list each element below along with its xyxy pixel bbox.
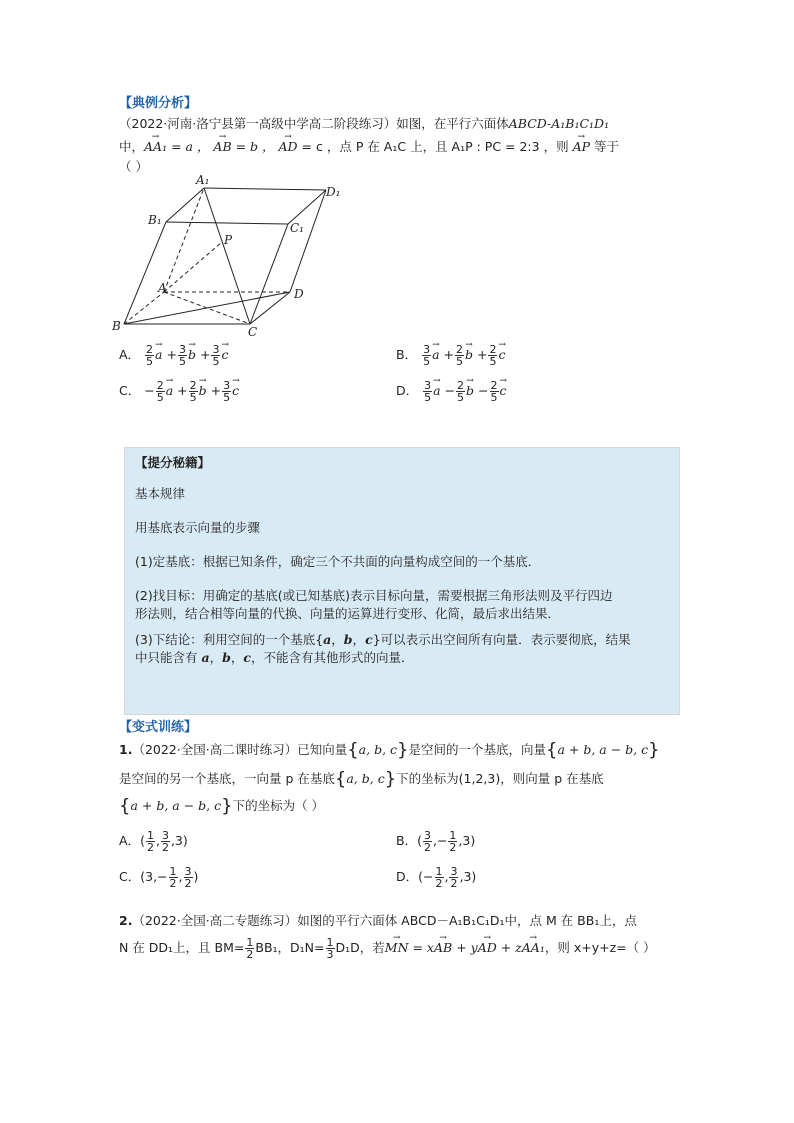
vec-a: → a xyxy=(433,382,440,400)
vec-a: → a xyxy=(155,346,162,364)
example-answer-paren: （ ） xyxy=(119,159,148,174)
text: ,3) xyxy=(170,833,188,848)
label-a1: A₁ xyxy=(196,173,210,187)
fraction: $\frac{2}{5}$ xyxy=(156,379,164,404)
tips-step-1: (1)定基底：根据已知条件，确定三个不共面的向量构成空间的一个基底． xyxy=(135,554,541,569)
text: ,3) xyxy=(459,869,477,884)
question-number: 2. xyxy=(119,913,133,928)
text: ，不能含有其他形式的向量． xyxy=(251,650,414,665)
basis-abc: a, b, c xyxy=(358,742,398,757)
tips-box xyxy=(124,447,680,715)
option-letter: D． xyxy=(396,869,419,884)
fraction: $\frac{3}{5}$ xyxy=(424,379,432,404)
practice-heading: 【变式训练】 xyxy=(119,720,198,735)
edge-bb1 xyxy=(124,222,166,324)
vec-b: → b xyxy=(466,382,474,400)
example-option-d[interactable] xyxy=(396,380,507,403)
example-condition-line xyxy=(119,138,619,156)
fraction: $\frac{1}{2}$ xyxy=(169,865,177,890)
eq-a: = a ， xyxy=(167,139,214,154)
q1-option-a[interactable] xyxy=(119,830,188,853)
text: ，则 x+y+z=（ ） xyxy=(544,940,656,955)
label-c1: C₁ xyxy=(290,221,304,235)
label-b1: B₁ xyxy=(148,213,162,227)
eq-b: = b ， xyxy=(231,139,279,154)
fraction: $\frac{1}{3}$ xyxy=(326,936,334,961)
vec-ad: → AD xyxy=(478,939,497,957)
fraction: $\frac{3}{2}$ xyxy=(184,865,192,890)
edge-b1a1 xyxy=(166,188,204,222)
text: ,3) xyxy=(458,833,476,848)
tips-step-2b: 形法则，结合相等向量的代换、向量的运算进行变形、化简，最后求出结果． xyxy=(135,606,561,621)
question-number: 1. xyxy=(119,742,133,757)
sep: ， xyxy=(352,632,366,647)
example-option-c[interactable] xyxy=(119,380,239,403)
parallelepiped-figure xyxy=(110,172,341,342)
vec-mn: → MN xyxy=(385,939,409,957)
edge-b1c1 xyxy=(166,222,288,224)
fraction: $\frac{1}{2}$ xyxy=(246,936,254,961)
fraction: $\frac{3}{5}$ xyxy=(223,379,231,404)
vec-ap: → AP xyxy=(573,138,590,156)
text: （2022·全国·高二专题练习）如图的平行六面体 ABCD－A₁B₁C₁D₁中，点 M 在 BB₁上，点 xyxy=(132,913,637,928)
vec-ab: → AB xyxy=(213,138,231,156)
tips-step-3a xyxy=(135,631,631,649)
sep: ， xyxy=(209,650,223,665)
q1-line-3: {a + b, a − b, c}下的坐标为（ ） xyxy=(119,795,325,817)
q1-option-b[interactable] xyxy=(396,830,475,853)
hidden-diagonal-ac xyxy=(164,292,250,324)
example-source: （2022·河南·洛宁县第一高级中学高二阶段练习）如图，在平行六面体 xyxy=(119,116,509,131)
sign: + xyxy=(210,383,222,398)
basis-abc: a, b, c xyxy=(346,771,385,786)
sign: − xyxy=(144,383,155,398)
text: ( xyxy=(140,833,145,848)
sep: ， xyxy=(331,632,344,647)
fraction: $\frac{3}{5}$ xyxy=(423,343,431,368)
fraction: $\frac{2}{5}$ xyxy=(489,343,497,368)
var-b: b xyxy=(222,650,231,665)
fraction: $\frac{1}{2}$ xyxy=(435,865,443,890)
option-letter: C． xyxy=(119,383,141,398)
q1-option-d[interactable] xyxy=(396,866,476,889)
sign: − xyxy=(444,383,456,398)
vec-c: → c xyxy=(498,346,505,364)
sign: + xyxy=(443,347,454,362)
tips-basic: 基本规律 xyxy=(135,486,186,501)
example-source-line xyxy=(119,115,609,133)
text: 是空间的另一个基底，一向量 p 在基底 xyxy=(119,771,335,786)
text: 是空间的一个基底，向量 xyxy=(408,742,546,757)
cond-start: 中， xyxy=(119,139,145,154)
vec-a: → a xyxy=(432,346,439,364)
text: , xyxy=(178,869,183,884)
text: (− xyxy=(418,869,434,884)
label-p: P xyxy=(224,233,233,247)
hidden-edge-ba xyxy=(124,292,164,324)
fraction: $\frac{1}{2}$ xyxy=(146,829,154,854)
fraction: $\frac{3}{2}$ xyxy=(450,865,458,890)
text: = x xyxy=(408,940,434,955)
vec-c: → c xyxy=(221,346,228,364)
vec-a: → a xyxy=(166,382,173,400)
text: + y xyxy=(452,940,478,955)
text: ) xyxy=(193,869,199,884)
diagonal-a1c xyxy=(204,188,250,324)
q1-line-1: 1.（2022·全国·高二课时练习）已知向量{a, b, c}是空间的一个基底，向量{a + b, a − b, c} xyxy=(119,739,660,761)
option-letter: A． xyxy=(119,347,141,362)
q1-option-c[interactable] xyxy=(119,866,198,889)
sign: + xyxy=(166,347,177,362)
sign: − xyxy=(478,383,489,398)
vec-c: → c xyxy=(232,382,239,400)
text: D₁D，若 xyxy=(335,940,385,955)
vec-b: → b xyxy=(199,382,207,400)
sign: + xyxy=(199,347,211,362)
sep: ， xyxy=(230,650,244,665)
example-heading: 【典例分析】 xyxy=(119,96,198,111)
fraction: $\frac{3}{2}$ xyxy=(423,829,431,854)
tips-steps-title: 用基底表示向量的步骤 xyxy=(135,520,261,535)
var-c: c xyxy=(243,650,251,665)
fraction: $\frac{2}{5}$ xyxy=(189,379,197,404)
text: N 在 DD₁上，且 BM= xyxy=(119,940,245,955)
q1-line-2: 是空间的另一个基底，一向量 p 在基底{a, b, c}下的坐标为(1,2,3)，则向量 p 在基底 xyxy=(119,768,604,790)
tips-title: 【提分秘籍】 xyxy=(135,455,211,470)
sign: + xyxy=(177,383,188,398)
label-c: C xyxy=(248,325,258,339)
solid-name: ABCD-A₁B₁C₁D₁ xyxy=(508,116,610,131)
eq-c: = c ，点 P 在 A₁C 上，且 A₁P : PC = 2:3 ，则 xyxy=(297,139,573,154)
fraction: $\frac{2}{5}$ xyxy=(457,379,465,404)
vec-aa1: → AA₁ xyxy=(522,939,545,957)
option-letter: D． xyxy=(396,383,419,398)
vec-c: → c xyxy=(500,382,507,400)
vec-ab: → AB xyxy=(434,939,452,957)
label-d1: D₁ xyxy=(326,185,341,199)
hidden-edge-aa1 xyxy=(164,188,204,292)
vec-aa1: → AA₁ xyxy=(144,138,167,156)
text: , xyxy=(155,833,160,848)
fraction: $\frac{1}{2}$ xyxy=(449,829,457,854)
cond-end: 等于 xyxy=(590,139,619,154)
edge-a1d1 xyxy=(204,188,326,190)
text: 中只能含有 xyxy=(135,650,202,665)
fraction: $\frac{3}{5}$ xyxy=(178,343,186,368)
example-option-b[interactable] xyxy=(396,344,505,367)
option-letter: C． xyxy=(119,869,141,884)
tips-step-3b xyxy=(135,649,414,667)
label-b: B xyxy=(112,319,121,333)
var-b: b xyxy=(343,632,353,647)
text: + z xyxy=(496,940,522,955)
vec-ad: → AD xyxy=(279,138,298,156)
fraction: $\frac{3}{2}$ xyxy=(161,829,169,854)
q2-line-1 xyxy=(119,912,637,930)
text: }可以表示出空间所有向量．表示要彻底，结果 xyxy=(372,632,631,647)
option-letter: B． xyxy=(396,833,418,848)
fraction: $\frac{2}{5}$ xyxy=(455,343,463,368)
var-a: a xyxy=(323,632,332,647)
q2-line-2 xyxy=(119,937,656,960)
text: ( xyxy=(417,833,422,848)
text: (3,− xyxy=(140,869,168,884)
tips-step-2a: (2)找目标：用确定的基底(或已知基底)表示目标向量，需要根据三角形法则及平行四边 xyxy=(135,588,613,603)
var-a: a xyxy=(201,650,210,665)
var-c: c xyxy=(365,632,373,647)
text: , xyxy=(444,869,449,884)
fraction: $\frac{2}{5}$ xyxy=(146,343,154,368)
fraction: $\frac{2}{5}$ xyxy=(490,379,498,404)
sign: + xyxy=(476,347,488,362)
vec-b: → b xyxy=(465,346,473,364)
fraction: $\frac{3}{5}$ xyxy=(212,343,220,368)
basis-alt: a + b, a − b, c xyxy=(557,742,649,757)
text: BB₁，D₁N= xyxy=(255,940,325,955)
edge-dd1 xyxy=(290,190,326,292)
basis-alt: a + b, a − b, c xyxy=(130,798,222,813)
text: 下的坐标为(1,2,3)，则向量 p 在基底 xyxy=(396,771,604,786)
text: ,− xyxy=(432,833,448,848)
hidden-segment-ap xyxy=(164,242,222,292)
option-letter: B． xyxy=(396,347,418,362)
example-option-a[interactable] xyxy=(119,344,228,367)
text: 下的坐标为（ ） xyxy=(232,798,325,813)
text: （2022·全国·高二课时练习）已知向量 xyxy=(132,742,348,757)
vec-b: → b xyxy=(188,346,196,364)
label-a: A xyxy=(158,281,167,295)
option-letter: A． xyxy=(119,833,141,848)
label-d: D xyxy=(294,287,304,301)
text: (3)下结论：利用空间的一个基底{ xyxy=(135,632,324,647)
